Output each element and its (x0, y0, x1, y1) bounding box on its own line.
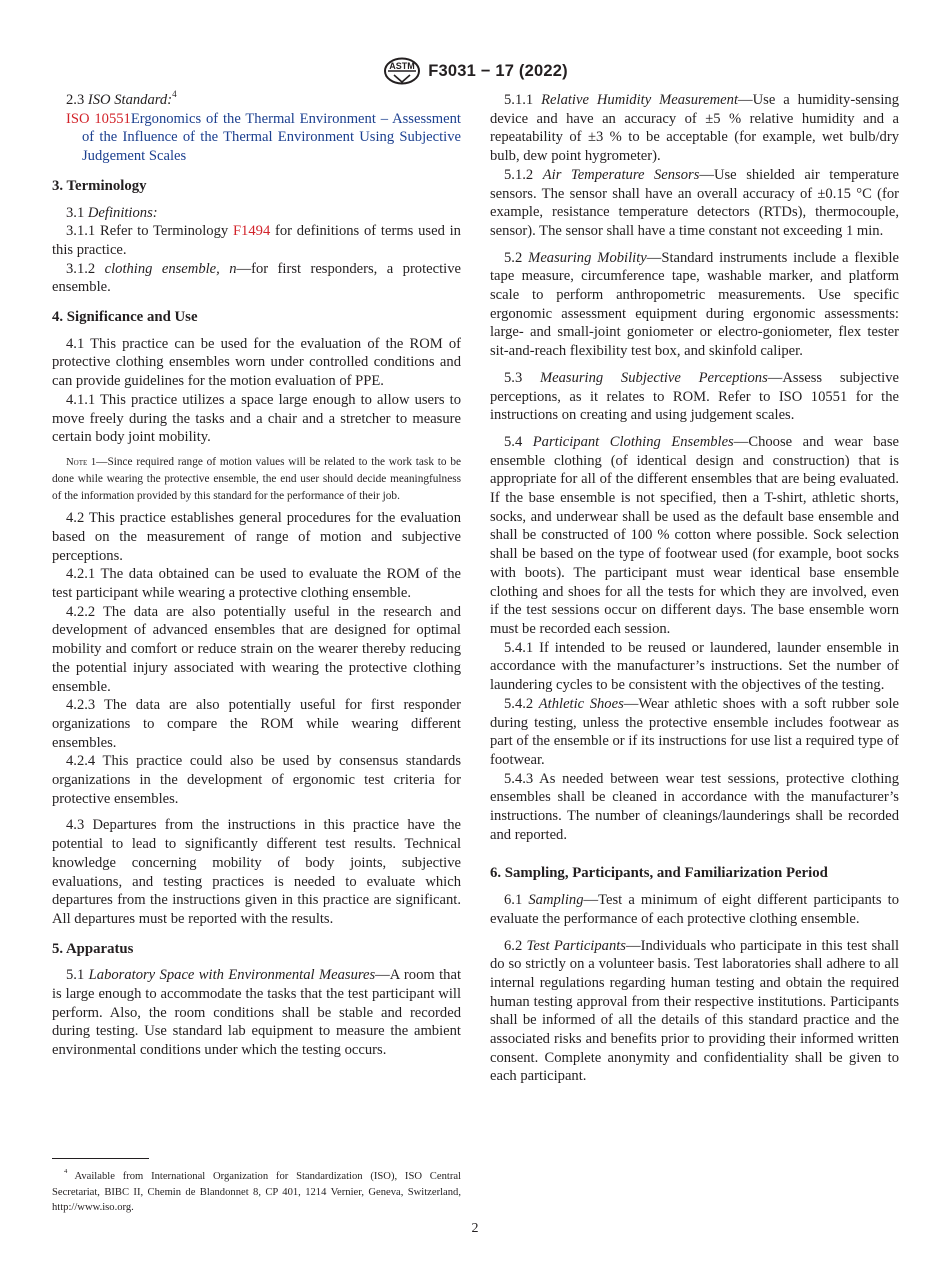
section-5-4: 5.4 Participant Clothing Ensembles—Choose and wear base ensemble clothing (of identical design and construction) that is appropriate for all of the different ensembles that are being evaluated. If the base ensemble is not specified, then a T-shirt, athletic shorts, socks, and underwear shall be used as the default base ensemble and shall be constructed of 100 % cotton where possible. Sock selection shall be based on the type of footwear used (for example, boot socks with boots). The participant must wear identical base ensemble clothing and shoes for all the tests for which they are involved, even if the test sessions occur on different days. The base ensemble worn must be recorded each session. (490, 433, 899, 637)
footnote-4: $^4$ Available from International Organization for Standardization (ISO), ISO Central Secretariat, BIBC II, Chemin de Blandonnet 8, CP 401, 1214 Vernier, Geneva, Switzerland, http://www.iso.org. (52, 1168, 461, 1214)
page-number: 2 (471, 1221, 479, 1236)
standard-designation: F3031 − 17 (2022) (428, 61, 568, 80)
iso-10551-link[interactable]: ISO 10551 (66, 110, 131, 127)
section-6-2: 6.2 Test Participants—Individuals who participate in this test shall do so strictly on a volunteer basis. Test laboratories shall adhere to all internal regulations regarding human testing and obtain the required human testing approval from their respective institutions. Participants shall be informed of all the details of this standard practice and the associated risks and benefits prior to providing their informed written consent. Complete anonymity and confidentiality shall be given to each participant. (490, 937, 900, 1085)
section-4-3: 4.3 Departures from the instructions in this practice have the potential to lead to significantly different test results. Technical knowledge concerning mobility of body joints, subjective evaluations, and testing practices is needed to evaluate which departures from the instructions given in this practice are significant. All departures must be reported with the results. (52, 817, 461, 927)
section-3-heading: 3. Terminology (52, 177, 147, 194)
section-4-2-4: 4.2.4 This practice could also be used by consensus standards organizations in the development of ergonomic test criteria for protective ensembles. (52, 753, 461, 807)
section-5-1-1: 5.1.1 Relative Humidity Measurement—Use a humidity-sensing device and have an accuracy of ±5 % relative humidity and a repeatability of ±3 % to be acceptable (for example, wet bulb/dry bulb, dew point hygrometer). (490, 92, 899, 165)
section-6-heading: 6. Sampling, Participants, and Familiarization Period (490, 865, 828, 882)
left-column (52, 88, 462, 1060)
section-4-2-1: 4.2.1 The data obtained can be used to evaluate the ROM of the test participant while wearing a protective clothing ensemble. (52, 566, 461, 601)
iso-reference (52, 110, 461, 166)
section-5-heading: 5. Apparatus (52, 940, 134, 957)
section-5-3: 5.3 Measuring Subjective Perceptions—Assess subjective perceptions, as it relates to ROM. Refer to ISO 10551 for the instructions on creating and using judgement scales. (490, 369, 899, 424)
svg-text:ASTM: ASTM (389, 61, 415, 71)
section-5-4-1: 5.4.1 If intended to be reused or laundered, launder ensemble in accordance with the manufacturer’s instructions. Set the number of laundering cycles to be consistent with the objectives of the testing. (490, 639, 899, 694)
page-header (0, 56, 950, 86)
section-5-4-3: 5.4.3 As needed between wear test sessions, protective clothing ensembles shall be cleaned in accordance with the manufacturer’s instructions. The number of cleanings/launderings shall be recorded and reported. (490, 770, 899, 843)
section-2-3: 2.3 ISO Standard:$^4$ (66, 88, 177, 108)
section-4-2-2: 4.2.2 The data are also potentially useful in the research and development of advanced ensembles that are designed for optimal mobility and comfort or reduce strain on the wearer thereby reducing the potential injury associated with wearing the protective clothing ensemble. (52, 603, 461, 695)
section-5-1: 5.1 Laboratory Space with Environmental Measures—A room that is large enough to accommodate the tasks that the test participant will perform. Also, the room conditions shall be stable and recorded during testing. Use standard lab equipment to measure the ambient environmental conditions under which the testing occurs. (52, 967, 462, 1059)
section-4-heading: 4. Significance and Use (52, 309, 198, 326)
section-3-1-2: 3.1.2 clothing ensemble, n—for first responders, a protective ensemble. (52, 260, 461, 296)
right-column (490, 91, 899, 1086)
iso-reference-title[interactable]: Ergonomics of the Thermal Environment – Assessment of the Influence of the Thermal Environment Using Subjective Judgement Scales (82, 110, 461, 165)
footnote-divider (52, 1158, 149, 1159)
section-4-1: 4.1 This practice can be used for the evaluation of the ROM of protective clothing ensembles worn under controlled conditions and can provide guidelines for the motion evaluation of PPE. (52, 335, 461, 390)
section-6-1: 6.1 Sampling—Test a minimum of eight different participants to evaluate the performance of each protective clothing ensemble. (490, 892, 899, 927)
footnote-marker: 4 (172, 88, 177, 99)
note-1: Note 1—Since required range of motion values will be related to the work task to be done while wearing the protective ensemble, the end user should decide meaningfulness of the information provided by this standard for the performance of their job. (52, 455, 462, 502)
section-3-1-1: 3.1.1 Refer to Terminology F1494 for definitions of terms used in this practice. (52, 223, 461, 258)
section-5-2: 5.2 Measuring Mobility—Standard instruments include a flexible tape measure, circumference tape, washable marker, and platform scale to perform anthropometric measurements. Use specific ergonomic assessment equipment during ergonomic assessments: large- and small-joint goniometer or electro-goniometer, flex tester sit-and-reach flexibility test box, and skinfold caliper. (490, 249, 899, 360)
section-5-1-2: 5.1.2 Air Temperature Sensors—Use shielded air temperature sensors. The sensor shall have an overall accuracy of ±0.15 °C (for example, resistance temperature detectors (RTDs), thermocouple, sensor). The sensor shall have a time constant not exceeding 1 min. (490, 166, 899, 239)
section-4-2-3: 4.2.3 The data are also potentially useful for first responder organizations to compare the ROM while wearing different ensembles. (52, 697, 461, 751)
section-4-2: 4.2 This practice establishes general procedures for the evaluation based on the measurement of range of motion and subjective perceptions. (52, 510, 461, 564)
section-5-4-2: 5.4.2 Athletic Shoes—Wear athletic shoes with a soft rubber sole during testing, unless the protective ensemble includes footwear as part of the ensemble or if its instructions for use list a required type of footwear. (490, 695, 899, 768)
section-4-1-1: 4.1.1 This practice utilizes a space large enough to allow users to move freely during the tasks and a chair and a stretcher to measure certain body joint mobility. (52, 391, 461, 446)
section-3-1: 3.1 Definitions: (66, 204, 158, 221)
f1494-link[interactable]: F1494 (232, 223, 271, 240)
astm-logo-icon (382, 57, 422, 85)
